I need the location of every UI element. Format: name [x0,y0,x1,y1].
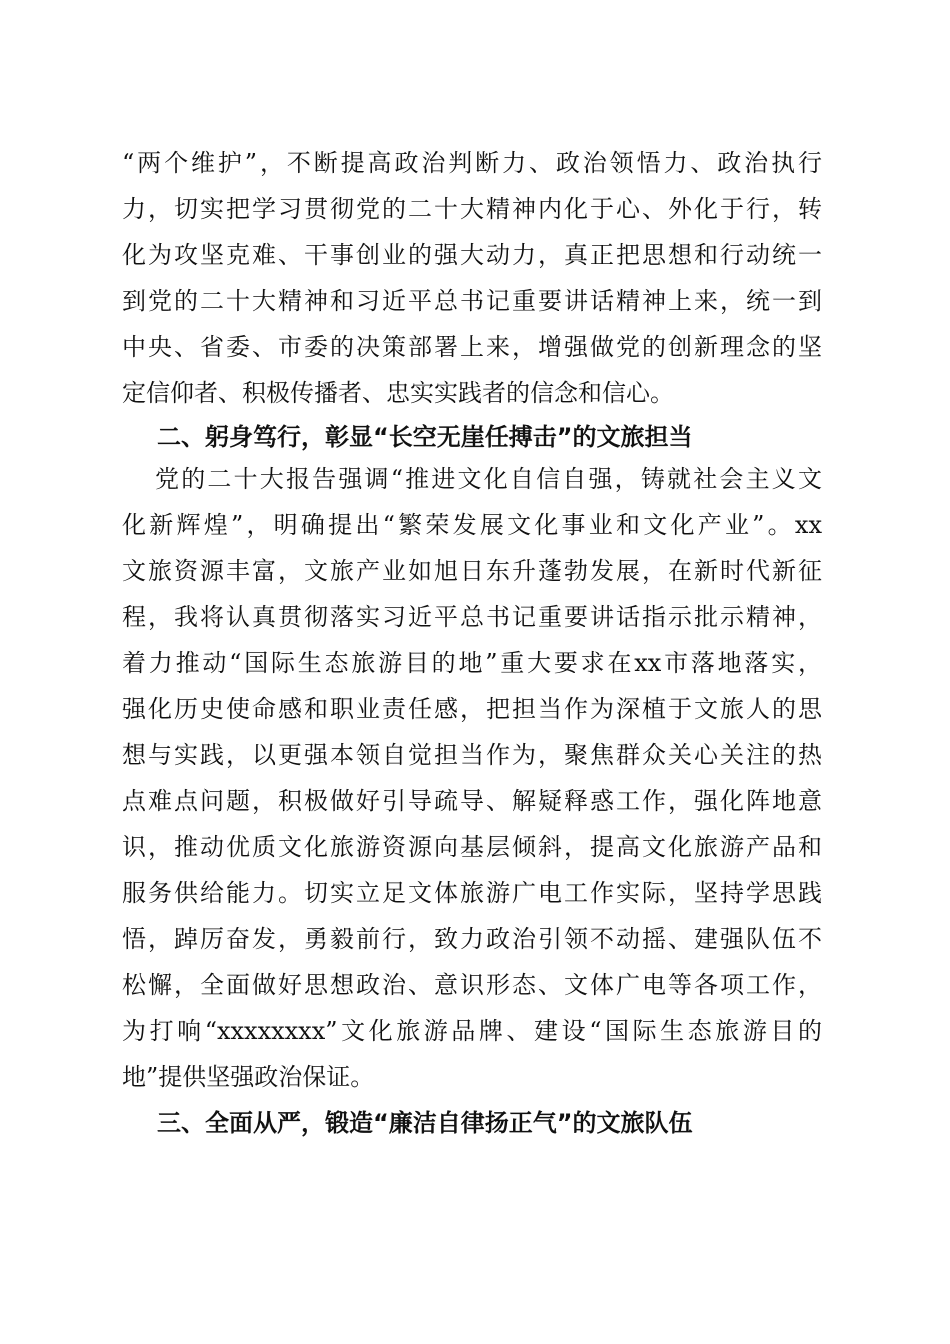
text-line: 识，推动优质文化旅游资源向基层倾斜，提高文化旅游产品和 [122,833,822,861]
text-line: 地”提供坚强政治保证。 [122,1063,375,1091]
text-line: 着力推动“国际生态旅游目的地”重大要求在xx市落地落实， [122,649,822,677]
text-line: 服务供给能力。切实立足文体旅游广电工作实际，坚持学思践 [122,879,822,907]
text-line: 想与实践，以更强本领自觉担当作为，聚焦群众关心关注的热 [122,741,822,769]
text-line: 点难点问题，积极做好引导疏导、解疑释惑工作，强化阵地意 [122,787,822,815]
text-line: 悟，踔厉奋发，勇毅前行，致力政治引领不动摇、建强队伍不 [122,925,822,953]
text-line: 程，我将认真贯彻落实习近平总书记重要讲话指示批示精神， [122,603,822,631]
text-line: 力，切实把学习贯彻党的二十大精神内化于心、外化于行，转 [122,195,822,223]
text-line: 强化历史使命感和职业责任感，把担当作为深植于文旅人的思 [122,695,822,723]
text-line: “两个维护”，不断提高政治判断力、政治领悟力、政治执行 [122,149,822,177]
text-line: 党的二十大报告强调“推进文化自信自强，铸就社会主义文 [155,465,822,493]
section-heading-3: 三、全面从严，锻造“廉洁自律扬正气”的文旅队伍 [157,1109,693,1137]
text-line: 为打响“xxxxxxxx”文化旅游品牌、建设“国际生态旅游目的 [122,1017,822,1045]
text-line: 松懈，全面做好思想政治、意识形态、文体广电等各项工作， [122,971,822,999]
text-line: 到党的二十大精神和习近平总书记重要讲话精神上来，统一到 [122,287,822,315]
section-heading-2: 二、躬身笃行，彰显“长空无崖任搏击”的文旅担当 [157,423,693,451]
text-line: 文旅资源丰富，文旅产业如旭日东升蓬勃发展，在新时代新征 [122,557,822,585]
text-line: 化新辉煌”，明确提出“繁荣发展文化事业和文化产业”。xx [122,511,822,539]
text-line: 定信仰者、积极传播者、忠实实践者的信念和信心。 [122,379,674,407]
text-line: 中央、省委、市委的决策部署上来，增强做党的创新理念的坚 [122,333,822,361]
text-line: 化为攻坚克难、干事创业的强大动力，真正把思想和行动统一 [122,241,822,269]
